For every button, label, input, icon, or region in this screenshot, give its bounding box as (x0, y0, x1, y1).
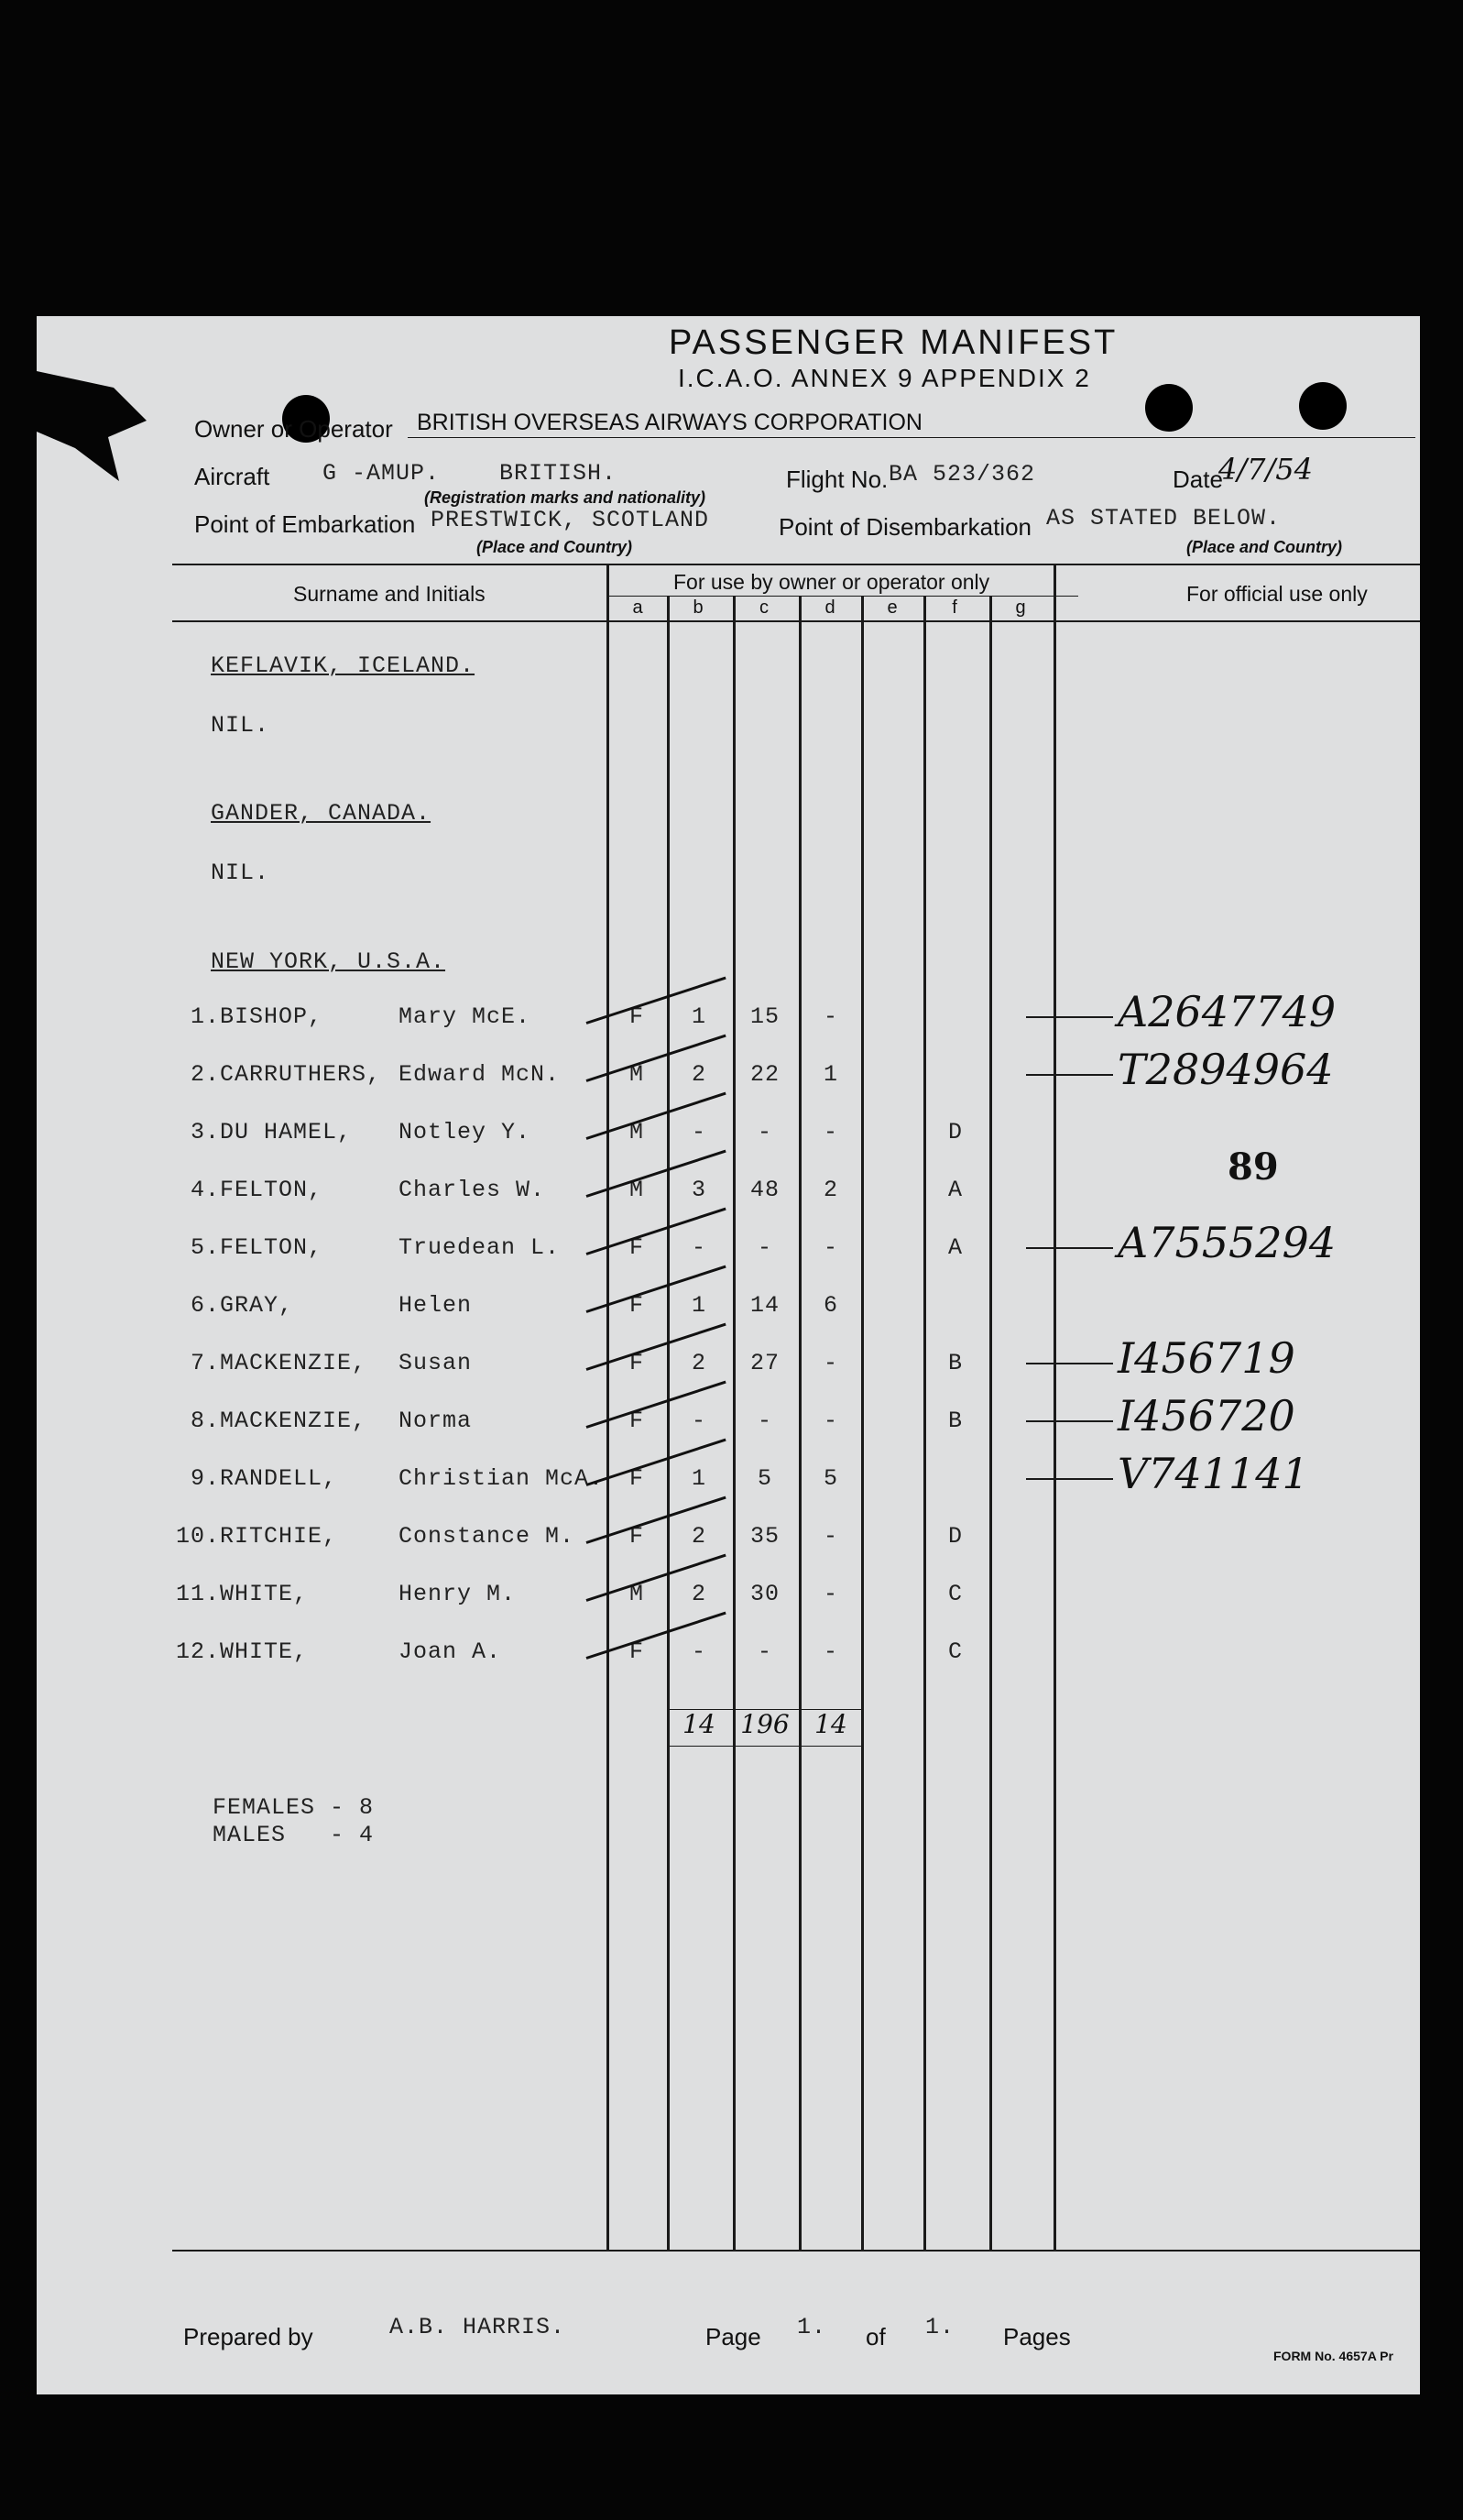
official-leader-line (1026, 1420, 1113, 1422)
section-gander-note: NIL. (211, 860, 270, 886)
passenger-given-names: Joan A. (399, 1638, 502, 1665)
passenger-official-number: A7555294 (1118, 1218, 1337, 1267)
passenger-col-b: 2 (691, 1061, 706, 1088)
grid-line-8 (1054, 564, 1056, 2250)
passenger-col-b: 2 (691, 1350, 706, 1376)
passenger-surname: BISHOP, (220, 1003, 323, 1030)
date-label: Date (1173, 466, 1223, 493)
official-mark: 89 (1228, 1145, 1279, 1189)
passenger-col-b: - (691, 1408, 706, 1434)
subcol-header-e: e (887, 597, 898, 618)
passenger-number: 9. (190, 1465, 220, 1492)
subcol-header-a: a (632, 597, 643, 618)
passenger-official-number: I456720 (1118, 1391, 1295, 1441)
passenger-col-d: - (823, 1119, 838, 1145)
totals-bottom-rule (667, 1746, 861, 1747)
passenger-sex: F (628, 1523, 644, 1550)
official-leader-line (1026, 1363, 1113, 1364)
table-top-rule (172, 564, 1420, 565)
torn-corner (37, 371, 147, 481)
passenger-col-c: 48 (749, 1177, 780, 1203)
passenger-col-b: - (691, 1638, 706, 1665)
disembarkation-value: AS STATED BELOW. (1046, 505, 1282, 531)
passenger-col-d: 5 (823, 1465, 838, 1492)
passenger-given-names: Truedean L. (399, 1234, 561, 1261)
passenger-number: 12. (175, 1638, 220, 1665)
page-label: Page (705, 2323, 761, 2350)
passenger-sex: F (628, 1350, 644, 1376)
passenger-number: 8. (190, 1408, 220, 1434)
of-value: 1. (925, 2314, 955, 2340)
passenger-official-number: V741141 (1118, 1449, 1309, 1498)
passenger-col-c: 27 (749, 1350, 780, 1376)
passenger-col-b: 2 (691, 1523, 706, 1550)
total-b: 14 (682, 1709, 715, 1739)
passenger-official-number: T2894964 (1118, 1045, 1334, 1094)
subcol-header-c: c (759, 597, 769, 618)
passenger-surname: RANDELL, (220, 1465, 338, 1492)
passenger-official-number: A2647749 (1118, 987, 1337, 1036)
subcol-rule (606, 596, 1078, 597)
passenger-sex: M (628, 1119, 644, 1145)
passenger-col-d: - (823, 1523, 838, 1550)
passenger-col-b: 1 (691, 1003, 706, 1030)
passenger-sex: F (628, 1003, 644, 1030)
form-title: PASSENGER MANIFEST (669, 323, 1119, 362)
passenger-number: 7. (190, 1350, 220, 1376)
passenger-sex: M (628, 1581, 644, 1607)
passenger-col-f: C (947, 1581, 963, 1607)
passenger-col-c: 14 (749, 1292, 780, 1319)
prepared-label: Prepared by (183, 2323, 313, 2350)
table-header-rule (172, 620, 1420, 622)
passenger-surname: DU HAMEL, (220, 1119, 353, 1145)
passenger-given-names: Helen (399, 1292, 473, 1319)
passenger-surname: CARRUTHERS, (220, 1061, 382, 1088)
section-gander: GANDER, CANADA. (211, 800, 431, 827)
passenger-number: 5. (190, 1234, 220, 1261)
passenger-col-d: 2 (823, 1177, 838, 1203)
passenger-number: 1. (190, 1003, 220, 1030)
form-subtitle: I.C.A.O. ANNEX 9 APPENDIX 2 (678, 364, 1091, 392)
footer-rule (172, 2250, 1420, 2252)
passenger-sex: F (628, 1638, 644, 1665)
males-value: - 4 (330, 1822, 375, 1848)
passenger-sex: F (628, 1465, 644, 1492)
passenger-col-c: - (757, 1119, 772, 1145)
official-leader-line (1026, 1247, 1113, 1249)
col-official-header: For official use only (1186, 582, 1368, 606)
owner-value: BRITISH OVERSEAS AIRWAYS CORPORATION (417, 410, 923, 435)
passenger-surname: MACKENZIE, (220, 1350, 367, 1376)
passenger-col-d: - (823, 1408, 838, 1434)
passenger-col-c: 5 (757, 1465, 772, 1492)
passenger-surname: MACKENZIE, (220, 1408, 367, 1434)
passenger-number: 11. (175, 1581, 220, 1607)
passenger-col-b: - (691, 1234, 706, 1261)
males-label: MALES (213, 1822, 287, 1848)
passenger-col-c: 35 (749, 1523, 780, 1550)
section-new-york: NEW YORK, U.S.A. (211, 948, 446, 975)
disembarkation-label: Point of Disembarkation (779, 513, 1032, 541)
section-keflavik-note: NIL. (211, 712, 270, 739)
passenger-number: 4. (190, 1177, 220, 1203)
passenger-surname: FELTON, (220, 1177, 323, 1203)
passenger-col-d: - (823, 1350, 838, 1376)
passenger-col-f: A (947, 1234, 963, 1261)
flight-label: Flight No. (786, 466, 889, 493)
passenger-number: 2. (190, 1061, 220, 1088)
col-name-header: Surname and Initials (293, 582, 486, 606)
official-leader-line (1026, 1074, 1113, 1076)
females-value: - 8 (330, 1794, 375, 1821)
passenger-sex: F (628, 1408, 644, 1434)
subcol-header-b: b (693, 597, 704, 618)
passenger-col-c: 22 (749, 1061, 780, 1088)
passenger-surname: RITCHIE, (220, 1523, 338, 1550)
passenger-col-b: 1 (691, 1292, 706, 1319)
official-leader-line (1026, 1016, 1113, 1018)
punch-hole-3 (1299, 382, 1347, 430)
passenger-surname: WHITE, (220, 1638, 309, 1665)
pages-label: Pages (1003, 2323, 1071, 2350)
passenger-given-names: Edward McN. (399, 1061, 561, 1088)
owner-label: Owner or Operator (194, 415, 393, 443)
date-value: 4/7/54 (1218, 452, 1313, 487)
punch-hole-2 (1145, 384, 1193, 432)
passenger-col-b: 2 (691, 1581, 706, 1607)
passenger-col-c: - (757, 1638, 772, 1665)
aircraft-nationality: BRITISH. (499, 460, 617, 487)
subcol-header-g: g (1015, 597, 1026, 618)
aircraft-reg: G -AMUP. (322, 460, 441, 487)
passenger-number: 10. (175, 1523, 220, 1550)
passenger-col-d: - (823, 1003, 838, 1030)
passenger-col-b: 3 (691, 1177, 706, 1203)
passenger-col-f: D (947, 1523, 963, 1550)
passenger-given-names: Mary McE. (399, 1003, 531, 1030)
passenger-given-names: Susan (399, 1350, 473, 1376)
page-value: 1. (797, 2314, 827, 2340)
passenger-given-names: Norma (399, 1408, 473, 1434)
embarkation-note: (Place and Country) (476, 538, 633, 556)
aircraft-label: Aircraft (194, 463, 270, 490)
passenger-given-names: Christian McA. (399, 1465, 605, 1492)
passenger-sex: F (628, 1292, 644, 1319)
flight-value: BA 523/362 (889, 461, 1036, 488)
embarkation-value: PRESTWICK, SCOTLAND (431, 507, 710, 533)
passenger-col-c: 15 (749, 1003, 780, 1030)
passenger-col-f: B (947, 1408, 963, 1434)
passenger-sex: M (628, 1177, 644, 1203)
passenger-col-d: - (823, 1638, 838, 1665)
passenger-number: 3. (190, 1119, 220, 1145)
passenger-col-f: B (947, 1350, 963, 1376)
passenger-given-names: Henry M. (399, 1581, 517, 1607)
passenger-col-d: - (823, 1234, 838, 1261)
owner-rule (408, 437, 1415, 438)
passenger-col-c: 30 (749, 1581, 780, 1607)
passenger-col-f: A (947, 1177, 963, 1203)
subcol-header-d: d (824, 597, 835, 618)
grid-line-1 (606, 564, 609, 2250)
passenger-col-b: - (691, 1119, 706, 1145)
females-label: FEMALES (213, 1794, 316, 1821)
prepared-value: A.B. HARRIS. (389, 2314, 566, 2340)
passenger-col-d: - (823, 1581, 838, 1607)
passenger-given-names: Notley Y. (399, 1119, 531, 1145)
registration-note: (Registration marks and nationality) (424, 488, 706, 507)
passenger-col-d: 6 (823, 1292, 838, 1319)
passenger-col-c: - (757, 1234, 772, 1261)
grid-line-7 (989, 596, 992, 2250)
of-label: of (866, 2323, 886, 2350)
total-d: 14 (814, 1709, 847, 1739)
passenger-given-names: Charles W. (399, 1177, 546, 1203)
passenger-number: 6. (190, 1292, 220, 1319)
passenger-surname: WHITE, (220, 1581, 309, 1607)
passenger-sex: F (628, 1234, 644, 1261)
official-leader-line (1026, 1478, 1113, 1480)
passenger-sex: M (628, 1061, 644, 1088)
embarkation-label: Point of Embarkation (194, 510, 416, 538)
passenger-official-number: I456719 (1118, 1333, 1295, 1383)
section-keflavik: KEFLAVIK, ICELAND. (211, 652, 475, 679)
passenger-col-f: D (947, 1119, 963, 1145)
passenger-surname: FELTON, (220, 1234, 323, 1261)
form-number: FORM No. 4657A Pr (1273, 2349, 1393, 2363)
passenger-col-b: 1 (691, 1465, 706, 1492)
disembarkation-note: (Place and Country) (1186, 538, 1343, 556)
subcol-header-f: f (952, 597, 957, 618)
passenger-surname: GRAY, (220, 1292, 294, 1319)
passenger-col-f: C (947, 1638, 963, 1665)
passenger-col-c: - (757, 1408, 772, 1434)
passenger-given-names: Constance M. (399, 1523, 575, 1550)
total-c: 196 (740, 1709, 790, 1739)
col-owner-header: For use by owner or operator only (673, 570, 990, 594)
passenger-col-d: 1 (823, 1061, 838, 1088)
manifest-page (37, 316, 1420, 2394)
